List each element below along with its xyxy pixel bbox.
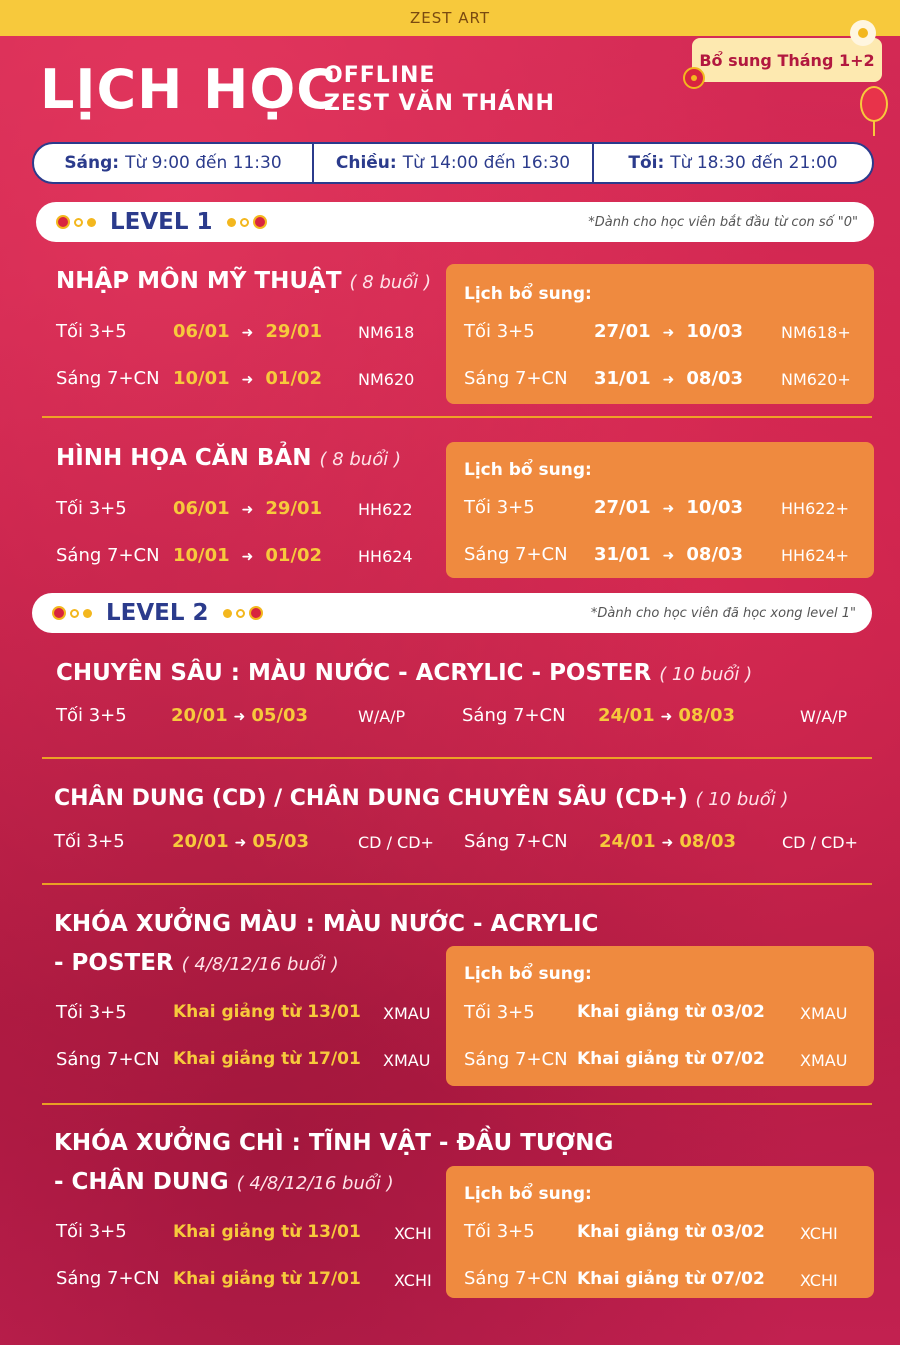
- supplement-box-hh: [446, 442, 874, 578]
- schedule-label: Tối 3+5: [56, 705, 127, 726]
- flower-icon: [682, 66, 706, 90]
- schedule-label: Sáng 7+CN: [56, 545, 160, 566]
- time-slots-bar: [32, 142, 874, 184]
- divider: [42, 757, 872, 759]
- start-date: Khai giảng từ 03/02: [577, 1222, 765, 1242]
- schedule-label: Sáng 7+CN: [56, 1049, 160, 1070]
- class-code: XCHI: [800, 1271, 838, 1290]
- decor-dots-icon: [227, 215, 267, 229]
- date-range: 06/01 ➜ 29/01: [173, 321, 323, 342]
- course-title-xc-line2: - CHÂN DUNG ( 4/8/12/16 buổi ): [54, 1169, 394, 1195]
- level-1-bar: [36, 202, 874, 242]
- class-code: HH622: [358, 500, 413, 519]
- schedule-label: Tối 3+5: [464, 497, 535, 518]
- class-code: HH624+: [781, 546, 850, 565]
- schedule-label: Tối 3+5: [56, 1221, 127, 1242]
- start-date: Khai giảng từ 17/01: [173, 1269, 361, 1289]
- date-range: 24/01 ➜ 08/03: [599, 831, 737, 852]
- class-code: W/A/P: [358, 707, 406, 726]
- supplement-title: Lịch bổ sung:: [464, 284, 592, 304]
- date-range: 20/01 ➜ 05/03: [172, 831, 310, 852]
- lantern-icon: [860, 86, 888, 122]
- time-slot-afternoon: Chiều: Từ 14:00 đến 16:30: [314, 144, 594, 182]
- lantern-tassel: [873, 120, 875, 136]
- course-title-cs: CHUYÊN SÂU : MÀU NƯỚC - ACRYLIC - POSTER ( 10 buổi ): [56, 660, 753, 686]
- class-code: NM618+: [781, 323, 851, 342]
- schedule-label: Sáng 7+CN: [56, 1268, 160, 1289]
- supplement-tag: Bổ sung Tháng 1+2: [692, 38, 882, 82]
- date-range: 31/01 ➜ 08/03: [594, 544, 744, 565]
- schedule-label: Sáng 7+CN: [464, 831, 568, 852]
- schedule-label: Tối 3+5: [54, 831, 125, 852]
- date-range: 27/01 ➜ 10/03: [594, 321, 744, 342]
- date-range: 10/01 ➜ 01/02: [173, 368, 323, 389]
- course-title-hh: HÌNH HỌA CĂN BẢN ( 8 buổi ): [56, 445, 401, 471]
- supplement-title: Lịch bổ sung:: [464, 460, 592, 480]
- date-range: 06/01 ➜ 29/01: [173, 498, 323, 519]
- start-date: Khai giảng từ 07/02: [577, 1269, 765, 1289]
- start-date: Khai giảng từ 13/01: [173, 1002, 361, 1022]
- flower-icon: [848, 18, 878, 48]
- date-range: 20/01 ➜ 05/03: [171, 705, 309, 726]
- schedule-label: Tối 3+5: [464, 1221, 535, 1242]
- level-1-label: LEVEL 1: [110, 209, 213, 235]
- supplement-title: Lịch bổ sung:: [464, 964, 592, 984]
- class-code: XMAU: [800, 1004, 848, 1023]
- schedule-label: Sáng 7+CN: [462, 705, 566, 726]
- course-title-nm: NHẬP MÔN MỸ THUẬT ( 8 buổi ): [56, 268, 432, 294]
- class-code: CD / CD+: [782, 833, 858, 852]
- schedule-label: Tối 3+5: [56, 498, 127, 519]
- class-code: HH622+: [781, 499, 850, 518]
- schedule-label: Sáng 7+CN: [464, 368, 568, 389]
- course-title-cd: CHÂN DUNG (CD) / CHÂN DUNG CHUYÊN SÂU (CD+) ( 10 buổi ): [54, 786, 789, 811]
- level-2-label: LEVEL 2: [106, 600, 209, 626]
- divider: [42, 1103, 872, 1105]
- brand-bar: [0, 0, 900, 36]
- class-code: W/A/P: [800, 707, 848, 726]
- date-range: 10/01 ➜ 01/02: [173, 545, 323, 566]
- date-range: 31/01 ➜ 08/03: [594, 368, 744, 389]
- course-title-xc-line1: KHÓA XƯỞNG CHÌ : TĨNH VẬT - ĐẦU TƯỢNG: [54, 1130, 614, 1156]
- supplement-box-xc: [446, 1166, 874, 1298]
- date-range: 27/01 ➜ 10/03: [594, 497, 744, 518]
- subtitle-line-1: OFFLINE: [324, 63, 436, 88]
- start-date: Khai giảng từ 03/02: [577, 1002, 765, 1022]
- decor-dots-icon: [52, 606, 92, 620]
- class-code: CD / CD+: [358, 833, 434, 852]
- supplement-box-nm: [446, 264, 874, 404]
- course-title-xm-line2: - POSTER ( 4/8/12/16 buổi ): [54, 950, 339, 976]
- page-subtitle: [324, 62, 555, 118]
- start-date: Khai giảng từ 17/01: [173, 1049, 361, 1069]
- divider: [42, 883, 872, 885]
- time-slot-morning: Sáng: Từ 9:00 đến 11:30: [34, 144, 314, 182]
- class-code: NM620: [358, 370, 415, 389]
- schedule-label: Tối 3+5: [464, 1002, 535, 1023]
- start-date: Khai giảng từ 13/01: [173, 1222, 361, 1242]
- class-code: NM620+: [781, 370, 851, 389]
- class-code: XMAU: [800, 1051, 848, 1070]
- level-2-bar: [32, 593, 872, 633]
- class-code: XCHI: [394, 1224, 432, 1243]
- schedule-label: Sáng 7+CN: [56, 368, 160, 389]
- date-range: 24/01 ➜ 08/03: [598, 705, 736, 726]
- schedule-label: Sáng 7+CN: [464, 1049, 568, 1070]
- decor-dots-icon: [56, 215, 96, 229]
- supplement-title: Lịch bổ sung:: [464, 1184, 592, 1204]
- class-code: XCHI: [394, 1271, 432, 1290]
- class-code: NM618: [358, 323, 415, 342]
- decor-dots-icon: [223, 606, 263, 620]
- class-code: XMAU: [383, 1004, 431, 1023]
- start-date: Khai giảng từ 07/02: [577, 1049, 765, 1069]
- schedule-label: Tối 3+5: [56, 1002, 127, 1023]
- subtitle-line-2: ZEST VĂN THÁNH: [324, 91, 555, 116]
- time-slot-evening: Tối: Từ 18:30 đến 21:00: [628, 153, 838, 173]
- class-code: XMAU: [383, 1051, 431, 1070]
- schedule-label: Sáng 7+CN: [464, 544, 568, 565]
- schedule-label: Tối 3+5: [464, 321, 535, 342]
- schedule-label: Tối 3+5: [56, 321, 127, 342]
- brand-name: ZEST ART: [410, 9, 490, 27]
- page-title: LỊCH HỌC: [40, 58, 337, 121]
- course-title-xm-line1: KHÓA XƯỞNG MÀU : MÀU NƯỚC - ACRYLIC: [54, 911, 599, 937]
- class-code: XCHI: [800, 1224, 838, 1243]
- schedule-label: Sáng 7+CN: [464, 1268, 568, 1289]
- level-1-note: *Dành cho học viên bắt đầu từ con số "0": [588, 214, 858, 230]
- class-code: HH624: [358, 547, 413, 566]
- level-2-note: *Dành cho học viên đã học xong level 1": [590, 605, 856, 621]
- divider: [42, 416, 872, 418]
- supplement-box-xm: [446, 946, 874, 1086]
